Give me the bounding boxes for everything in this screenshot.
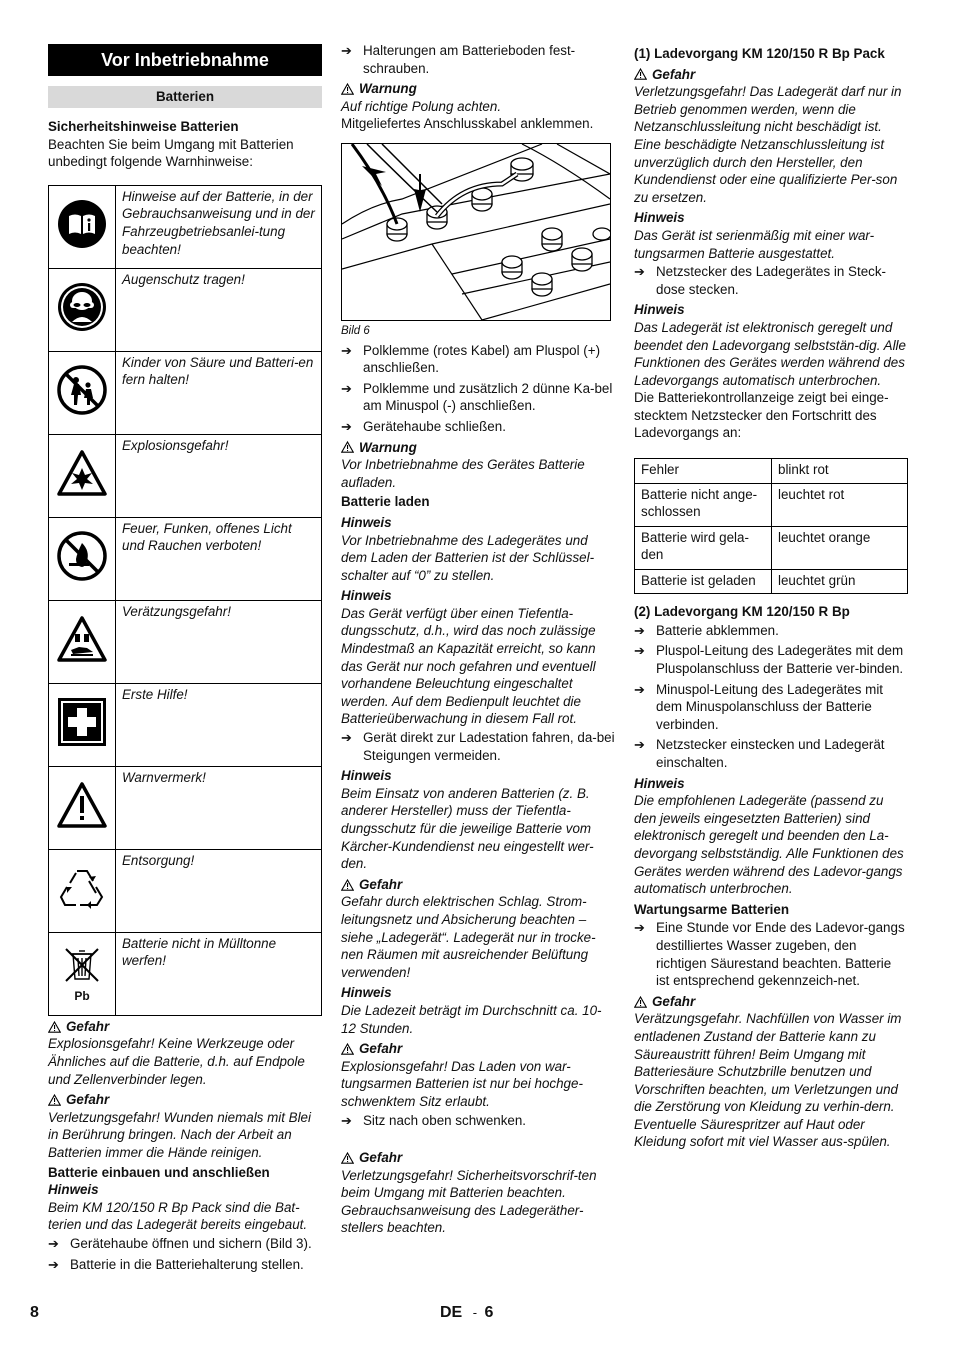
- safety-intro: Beachten Sie beim Umgang mit Batterien unbedingt folgende Warnhinweise:: [48, 136, 294, 170]
- table-row: [635, 526, 908, 569]
- warning-followup: Mitgeliefertes Anschlusskabel anklemmen.: [341, 116, 594, 132]
- danger-heading: Gefahr: [341, 876, 615, 894]
- warning-triangle-icon: [634, 68, 647, 80]
- eye-protection-icon: [49, 268, 116, 351]
- note-heading: Hinweis: [634, 210, 685, 226]
- install-title: Batterie einbauen und anschließen: [48, 1164, 270, 1180]
- warning-text: Auf richtige Polung achten.: [341, 98, 502, 114]
- charge1-title: (1) Ladevorgang KM 120/150 R Bp Pack: [634, 46, 885, 61]
- arrow-icon: ➔: [48, 1256, 59, 1272]
- battery-figure: [341, 143, 611, 321]
- safety-title: Sicherheitshinweise Batterien: [48, 119, 239, 134]
- symbol-row: [49, 766, 322, 849]
- note-text: Das Gerät ist serienmäßig mit einer war-tungsarmen Batterie ausgestattet.: [634, 227, 875, 261]
- warning-triangle-icon: [341, 1152, 354, 1164]
- arrow-icon: ➔: [48, 1235, 59, 1251]
- arrow-icon: ➔: [341, 380, 352, 396]
- first-aid-icon: [49, 683, 116, 766]
- symbol-row: [49, 268, 322, 351]
- table-row: [635, 459, 908, 484]
- explosion-warning-icon: [49, 434, 116, 517]
- note-heading: Hinweis: [341, 514, 392, 530]
- arrow-icon: ➔: [634, 643, 645, 659]
- table-row: [635, 483, 908, 526]
- note-heading: Hinweis: [634, 302, 685, 318]
- danger-text: Verätzungsgefahr. Nachfüllen von Wasser im entladenen Zustand der Batterie kann zu Säureaustritt führen! Beim Umgang mit Batteriesäure Schutzbrille benutzen und Vorschriften beachten, um Verletzungen und die Zerstörung von Kleidung zu verhin-dern. Eventuelle Säurespritzer auf Haut oder Kleidung sofort mit viel Wasser aus-spülen.: [634, 1011, 902, 1150]
- danger-heading: Gefahr: [341, 1149, 615, 1167]
- step: ➔ Gerätehaube öffnen und sichern (Bild 3).: [48, 1235, 312, 1251]
- warning-triangle-icon: [634, 996, 647, 1008]
- symbol-text: Warnvermerk!: [116, 766, 322, 849]
- step: ➔ Batterie in die Batteriehalterung stellen.: [48, 1256, 304, 1272]
- warning-triangle-icon: [48, 1094, 61, 1106]
- crossed-bin-icon: [49, 932, 116, 1015]
- warning-triangle-icon: [341, 879, 354, 891]
- page-title: Vor Inbetriebnahme: [48, 44, 322, 76]
- symbol-text: Verätzungsgefahr!: [116, 600, 322, 683]
- step: ➔ Netzstecker einstecken und Ladegerät einschalten.: [634, 737, 885, 770]
- danger-text: Verletzungsgefahr! Das Ladegerät darf nur in Betrieb genommen werden, wenn die Netzanschlussleitung nicht beschädigt ist. Eine beschädigte Netzanschlussleitung ist unverzüglich durch den Hersteller, den Kundendienst oder eine qualifizierte Per-son zu ersetzen.: [634, 84, 902, 205]
- arrow-icon: ➔: [341, 418, 352, 434]
- note-text: Die empfohlenen Ladegeräte (passend zu den jeweils eingesetzten Batterien) sind elektronisch geregelt und beenden den La-devorgang selbstständig. Alle Funktionen des Gerätes werden während des Ladevor-gangs automatisch unterbrochen.: [634, 793, 904, 897]
- figure-caption: Bild 6: [341, 324, 370, 337]
- status-table: [634, 458, 908, 594]
- symbol-row: [49, 517, 322, 600]
- recycling-icon: [49, 849, 116, 932]
- note-text: Beim KM 120/150 R Bp Pack sind die Bat-terien und das Ladegerät bereits eingebaut.: [48, 1199, 308, 1233]
- step: ➔ Eine Stunde vor Ende des Ladevor-gangs destilliertes Wasser zugeben, den richtigen Säurestand beachten. Batterie ist entsprechend gekennzeich-net.: [634, 920, 905, 989]
- table-cell: Batterie wird gela-den: [635, 526, 772, 569]
- arrow-icon: ➔: [634, 681, 645, 697]
- symbol-row: [49, 849, 322, 932]
- danger-heading: Gefahr: [634, 66, 908, 84]
- bin-label: Pb: [74, 988, 90, 1003]
- battery-illustration: [342, 144, 610, 320]
- book-info-icon: [49, 185, 116, 268]
- symbol-table: [48, 185, 322, 1016]
- column-middle: [341, 40, 615, 1237]
- danger-text: Verletzungsgefahr! Wunden niemals mit Blei in Berührung bringen. Nach der Arbeit an Batterien immer die Hände reinigen.: [48, 1109, 311, 1160]
- step: ➔ Gerätehaube schließen.: [341, 418, 506, 434]
- warning-triangle-icon: [48, 1021, 61, 1033]
- note-heading: Hinweis: [48, 1182, 99, 1198]
- maint-title: Wartungsarme Batterien: [634, 901, 790, 917]
- step: ➔ Polklemme und zusätzlich 2 dünne Ka-bel am Minuspol (-) anschließen.: [341, 380, 613, 414]
- charge-title: Batterie laden: [341, 494, 430, 510]
- danger-heading: Gefahr: [634, 993, 908, 1011]
- symbol-text: Entsorgung!: [116, 849, 322, 932]
- step: ➔ Sitz nach oben schwenken.: [341, 1112, 527, 1128]
- symbol-row: [49, 351, 322, 434]
- danger-text: Gefahr durch elektrischen Schlag. Strom-leitungsnetz und Absicherung beachten – siehe „Ladegerät“. Ladegerät nur in trocke-nen Räumen mit ausreichender Belüftung verwenden!: [341, 894, 596, 980]
- column-right: [634, 40, 908, 1151]
- step: ➔ Minuspol-Leitung des Ladegerätes mit dem Minuspolanschluss der Batterie verbinden.: [634, 681, 884, 732]
- note-text: Das Gerät verfügt über einen Tiefentla-dungsschutz, d.h., wird das noch zulässige Mindestmaß an Kapazität erreicht, so kann das Gerät nur noch gefahren und eventuell vorhandene Beleuchtung eingeschaltet werden. Auf dem Bedienpult leuchtet die Batterieüberwachung in diesem Fall rot.: [341, 605, 596, 727]
- step: ➔ Gerät direkt zur Ladestation fahren, da-bei Steigungen vermeiden.: [341, 730, 615, 763]
- symbol-row: [49, 185, 322, 268]
- keep-children-away-icon: [49, 351, 116, 434]
- note-text: Das Ladegerät ist elektronisch geregelt und beendet den Ladevorgang selbststän-dig. Alle Funktionen des Gerätes werden während des Ladevorgangs automatisch unterbrochen.: [634, 319, 906, 388]
- table-cell: leuchtet rot: [772, 483, 908, 526]
- danger-text: Explosionsgefahr! Das Laden von war-tungsarmen Batterien ist nur bei hochge-schwenktem Sitz erlaubt.: [341, 1058, 583, 1109]
- charge2-title: (2) Ladevorgang KM 120/150 R Bp: [634, 604, 850, 620]
- corrosive-warning-icon: [49, 600, 116, 683]
- symbol-row: [49, 434, 322, 517]
- column-left: [48, 40, 322, 1273]
- warning-triangle-icon: [341, 83, 354, 95]
- table-cell: blinkt rot: [772, 459, 908, 484]
- arrow-icon: ➔: [341, 43, 352, 58]
- danger-text: Explosionsgefahr! Keine Werkzeuge oder Ähnliches auf die Batterie, d.h. auf Endpole und Zellenverbinder legen.: [48, 1036, 305, 1087]
- arrow-icon: ➔: [634, 737, 645, 753]
- warning-text: Vor Inbetriebnahme des Gerätes Batterie aufladen.: [341, 457, 585, 490]
- step: ➔ Batterie abklemmen.: [634, 622, 779, 638]
- warning-heading: Warnung: [341, 80, 615, 98]
- note-text: Beim Einsatz von anderen Batterien (z. B. anderer Hersteller) muss der Tiefentla-dungsschutz für die jeweilige Batterie vom Kärcher-Kundendienst neu eingestellt wer-den.: [341, 785, 594, 872]
- no-fire-icon: [49, 517, 116, 600]
- table-cell: Batterie nicht ange-schlossen: [635, 483, 772, 526]
- step: ➔ Netzstecker des Ladegerätes in Steck-dose stecken.: [634, 264, 886, 297]
- danger-heading: Gefahr: [48, 1018, 322, 1036]
- indicator-text: Die Batteriekontrollanzeige zeigt bei einge-stecktem Netzstecker den Fortschritt des Ladevorgangs an:: [634, 390, 889, 441]
- note-heading: Hinweis: [341, 985, 392, 1001]
- symbol-text: Feuer, Funken, offenes Licht und Rauchen verboten!: [116, 517, 322, 600]
- arrow-icon: ➔: [634, 920, 645, 936]
- arrow-icon: ➔: [341, 1112, 352, 1128]
- page-number: 8: [30, 1304, 39, 1321]
- arrow-icon: ➔: [634, 622, 645, 638]
- symbol-text: Hinweise auf der Batterie, in der Gebrauchsanweisung und in der Fahrzeugbetriebsanlei-tung beachten!: [116, 185, 322, 268]
- symbol-row: [49, 932, 322, 1015]
- table-cell: Fehler: [635, 459, 772, 484]
- section-title: Batterien: [48, 86, 322, 108]
- footer-page-ref: DE - 6: [440, 1304, 494, 1321]
- warning-triangle-icon: [341, 1043, 354, 1055]
- note-heading: Hinweis: [341, 588, 392, 604]
- note-text: Die Ladezeit beträgt im Durchschnitt ca. 10-12 Stunden.: [341, 1002, 602, 1036]
- step: ➔ Halterungen am Batterieboden fest-schrauben.: [341, 43, 576, 76]
- arrow-icon: ➔: [634, 264, 645, 280]
- table-cell: leuchtet grün: [772, 569, 908, 594]
- step: ➔ Polklemme (rotes Kabel) am Pluspol (+) anschließen.: [341, 342, 601, 376]
- symbol-row: [49, 683, 322, 766]
- warning-heading: Warnung: [341, 439, 615, 457]
- danger-text: Verletzungsgefahr! Sicherheitsvorschrif-ten beim Umgang mit Batterien beachten. Gebrauchsanweisung des Ladegeräther-stellers beachten.: [341, 1167, 597, 1236]
- note-text: Vor Inbetriebnahme des Ladegerätes und dem Laden der Batterien ist der Schlüssel-schalter auf “0” zu stellen.: [341, 532, 595, 583]
- symbol-text: Augenschutz tragen!: [116, 268, 322, 351]
- step: ➔ Pluspol-Leitung des Ladegerätes mit dem Pluspolanschluss der Batterie ver-binden.: [634, 643, 904, 677]
- arrow-icon: ➔: [341, 730, 352, 746]
- symbol-text: Batterie nicht in Mülltonne werfen!: [116, 932, 322, 1015]
- danger-heading: Gefahr: [48, 1091, 322, 1109]
- note-heading: Hinweis: [634, 775, 685, 791]
- symbol-text: Erste Hilfe!: [116, 683, 322, 766]
- table-cell: leuchtet orange: [772, 526, 908, 569]
- symbol-row: [49, 600, 322, 683]
- warning-triangle-icon: [341, 441, 354, 453]
- arrow-icon: ➔: [341, 342, 352, 358]
- table-row: [635, 569, 908, 594]
- danger-heading: Gefahr: [341, 1040, 615, 1058]
- symbol-text: Kinder von Säure und Batteri-en fern halten!: [116, 351, 322, 434]
- note-heading: Hinweis: [341, 768, 392, 784]
- table-cell: Batterie ist geladen: [635, 569, 772, 594]
- general-warning-icon: [49, 766, 116, 849]
- symbol-text: Explosionsgefahr!: [116, 434, 322, 517]
